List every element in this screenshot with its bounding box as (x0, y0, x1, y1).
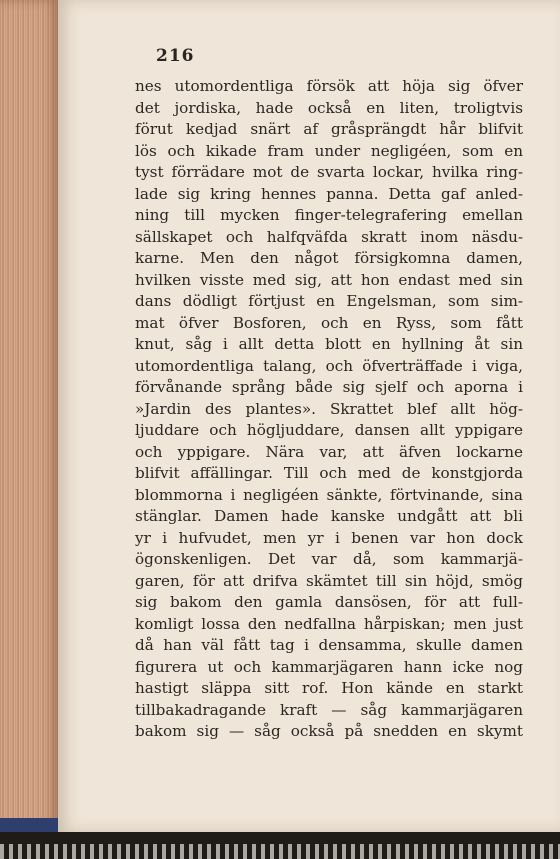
text-line: sällskapet och halfqväfda skratt inom näsdu- (135, 227, 523, 246)
text-line: ögonskenligen. Det var då, som kammarjä- (135, 550, 523, 568)
book-page-edges (0, 0, 58, 832)
text-line: yr i hufvudet, men yr i benen var hon dock (135, 528, 523, 547)
text-line: komligt lossa den nedfallna hårpiskan; men just (135, 614, 523, 633)
text-line: nes utomordentliga försök att höja sig öfver (135, 77, 523, 95)
text-line: lös och kikade fram under negligéen, som en (135, 141, 523, 160)
scanner-ruler (0, 844, 560, 859)
text-line: lade sig kring hennes panna. Detta gaf anled- (135, 184, 523, 203)
text-line: ljuddare och högljuddare, dansen allt yppigare (135, 421, 523, 439)
text-line: ning till mycken finger-telegrafering emellan (135, 206, 523, 224)
text-line: hastigt släppa sitt rof. Hon kände en starkt (135, 679, 523, 697)
text-line: karne. Men den något försigkomna damen, (135, 249, 523, 267)
text-line: »Jardin des plantes». Skrattet blef allt hög- (135, 399, 523, 418)
text-line: dans dödligt förtjust en Engelsman, som sim- (135, 292, 523, 310)
text-line: blifvit affällingar. Till och med de konstgjorda (135, 464, 523, 482)
text-line: tillbakadragande kraft — såg kammarjägaren (135, 700, 523, 719)
text-line: förvånande språng både sig sjelf och aporna i (135, 378, 523, 396)
text-line: blommorna i negligéen sänkte, förtvinande, sina (135, 485, 523, 504)
text-line: och yppigare. Nära var, att äfven lockarne (135, 442, 523, 461)
text-line: knut, såg i allt detta blott en hyllning åt sin (135, 335, 523, 353)
text-line: tyst förrädare mot de svarta lockar, hvilka ring- (135, 163, 523, 181)
text-line: garen, för att drifva skämtet till sin höjd, smög (135, 571, 523, 590)
text-line: utomordentliga talang, och öfverträffade i viga, (135, 356, 523, 375)
text-line: förut kedjad snärt af gråsprängdt hår blifvit (135, 120, 523, 138)
body-text (135, 76, 523, 743)
text-line: då han väl fått tag i densamma, skulle damen (135, 636, 523, 654)
text-line: figurera ut och kammarjägaren hann icke nog (135, 657, 523, 676)
text-line: bakom sig — såg också på snedden en skymt (135, 722, 523, 740)
text-line: stänglar. Damen hade kanske undgått att bli (135, 507, 523, 525)
text-line: sig bakom den gamla dansösen, för att full- (135, 593, 523, 611)
text-line: mat öfver Bosforen, och en Ryss, som fått (135, 313, 523, 332)
page-number: 216 (156, 46, 195, 66)
text-line: hvilken visste med sig, att hon endast med sin (135, 270, 523, 289)
text-line: det jordiska, hade också en liten, troligtvis (135, 98, 523, 117)
